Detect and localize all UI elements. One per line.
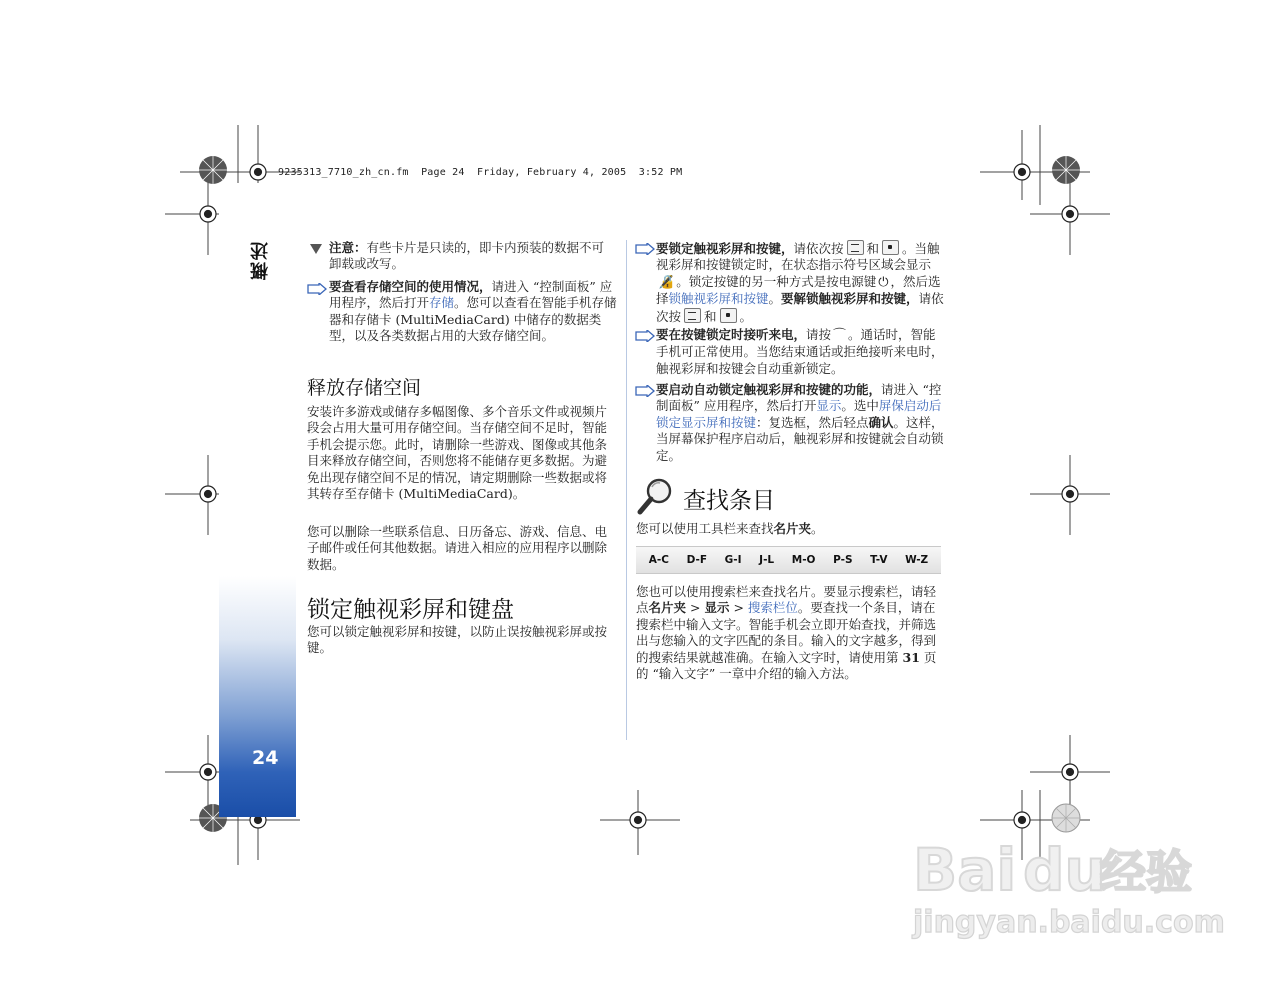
tip-autolock-t1: 请进入 “控制面板” 应用程序，然后打开 <box>656 382 942 414</box>
storage-link[interactable]: 存储 <box>429 295 455 311</box>
find-p-2: 。要查找一个条目，请在搜索栏中输入文字。智能手机会立即开始查找，并筛选出与您输入的文字匹配的条目。输入的文字越多，得到的搜索结果就越准确。在输入文字时，请使用第 <box>636 600 937 665</box>
find-p-3: 页的 “输入文字” 一章中介绍的输入方法。 <box>636 649 937 682</box>
tip-lock-t6: 请依次按 <box>656 291 944 324</box>
tip-storage-paragraph <box>329 279 617 345</box>
lock-status-icon: 🔏 <box>658 274 675 290</box>
alpha-tab[interactable]: M-O <box>791 554 816 566</box>
contacts-label: 名片夹 <box>773 521 812 536</box>
tip-lock-t3: 。锁定按键的另一种方式是按电源键 <box>676 273 877 289</box>
tip-lock-bold-2: 要解锁触视彩屏和按键， <box>781 291 919 307</box>
alpha-tab[interactable]: J-L <box>759 554 775 566</box>
tip-answer-t1: 请按 <box>806 327 832 342</box>
alpha-tab[interactable]: A-C <box>648 554 669 566</box>
tip-arrow-icon <box>635 385 655 397</box>
svg-text:经验: 经验 <box>1100 845 1192 899</box>
tip-arrow-icon <box>635 330 655 342</box>
heading-free-space: 释放存储空间 <box>307 377 422 399</box>
alpha-tab[interactable]: P-S <box>833 554 853 566</box>
tip-autolock-bold: 要启动自动锁定触视彩屏和按键的功能， <box>656 382 882 397</box>
tip-answer-t2: 。通话时，智能手机可正常使用。当您结束通话或拒绝接听来电时，触视彩屏和按键会自动重新锁定。 <box>656 327 944 376</box>
file-header: 9235313_7710_zh_cn.fm Page 24 Friday, February 4, 2005 3:52 PM <box>278 167 683 178</box>
end-call-key-icon: ⌒ <box>833 328 847 343</box>
find-intro-2: 。 <box>811 521 824 536</box>
column-divider <box>626 240 627 740</box>
path-sep: > <box>729 600 748 616</box>
search-field-link[interactable]: 搜索栏位 <box>747 600 798 616</box>
tip-lock-paragraph <box>656 240 946 325</box>
heading-find: 查找条目 <box>683 488 775 514</box>
section-title: 概述 <box>250 240 271 280</box>
note-text: 有些卡片是只读的，即卡内预装的数据不可卸载或改写。 <box>329 240 605 272</box>
watermark-url: jingyan.baidu.com <box>913 905 1225 940</box>
magnifier-icon <box>636 477 676 517</box>
alpha-tab[interactable]: G-I <box>724 554 742 566</box>
tip-answer-bold: 要在按键锁定时接听来电， <box>656 327 807 342</box>
contacts-menu: 名片夹 <box>648 600 687 616</box>
tip-arrow-icon <box>307 283 327 295</box>
tip-autolock-t4: 。这样，当屏幕保护程序启动后，触视彩屏和按键就会自动锁定。 <box>656 414 944 463</box>
tip-storage-text-2: 。您可以查看在智能手机存储器和存储卡 (MultiMediaCard) 中储存的数据类型，以及各类数据占用的大致存储空间。 <box>329 295 617 344</box>
free-space-para-1: 安装许多游戏或储存多幅图像、多个音乐文件或视频片段会占用大量可用存储空间。当存储空间不足时，智能手机会提示您。此时，请删除一些游戏、图像或其他条目来释放存储空间，否则您将不能储存更多数据。为避免出现存储空间不足的情况，请定期删除一些数据或将其转存至存储卡 (MultiMediaCard)。 <box>307 404 608 502</box>
tip-autolock-t2: 。选中 <box>841 398 879 414</box>
tip-lock-t5: 。 <box>768 291 782 307</box>
lock-screen-link[interactable]: 锁触视彩屏和按键 <box>668 291 769 307</box>
tip-storage-bold: 要查看存储空间的使用情况， <box>329 279 492 294</box>
path-sep: > <box>686 600 705 616</box>
view-menu: 显示 <box>704 600 730 616</box>
free-space-para-2: 您可以删除一些联系信息、日历备忘、游戏、信息、电子邮件或任何其他数据。请进入相应的应用程序以删除数据。 <box>307 524 608 572</box>
tip-answer-paragraph <box>656 327 946 377</box>
note-paragraph <box>329 240 609 273</box>
tip-lock-bold-1: 要锁定触视彩屏和按键， <box>656 241 794 256</box>
alpha-tab[interactable]: D-F <box>686 554 708 566</box>
baidu-watermark-logo <box>905 822 1235 952</box>
lock-para: 您可以锁定触视彩屏和按键，以防止误按触视彩屏或按键。 <box>307 624 608 656</box>
tip-storage-text-1: 请进入 “控制面板” 应用程序，然后打开 <box>329 279 613 311</box>
tip-autolock-paragraph <box>656 382 946 464</box>
tip-lock-t4: ，然后选择 <box>656 273 941 307</box>
menu-key-icon <box>684 308 701 323</box>
page-ref: 31 <box>902 649 920 665</box>
select-key-icon <box>882 240 899 255</box>
find-search-paragraph <box>636 584 941 682</box>
find-intro-1: 您可以使用工具栏来查找 <box>636 521 774 536</box>
select-key-icon <box>720 308 737 323</box>
tip-lock-t1: 请依次按 <box>793 241 844 256</box>
note-icon <box>310 244 322 254</box>
tip-lock-t7: 。 <box>739 308 753 324</box>
power-key-icon: ⏻ <box>878 274 889 290</box>
screensaver-lock-link[interactable]: 屏保启动后锁定显示屏和按键 <box>656 398 942 430</box>
note-label: 注意： <box>329 240 367 255</box>
tip-lock-t2: 。当触视彩屏和按键锁定时，在状态指示符号区域会显示 <box>656 241 940 273</box>
find-intro <box>636 521 941 537</box>
svg-text:Bai: Bai <box>913 836 1017 904</box>
find-p-1: 您也可以使用搜索栏来查找名片。要显示搜索栏，请轻点 <box>636 584 937 616</box>
tip-arrow-icon <box>635 243 655 255</box>
alpha-tab[interactable]: T-V <box>870 554 888 566</box>
menu-key-icon <box>847 240 864 255</box>
tip-autolock-t3: ：复选框，然后轻点 <box>756 414 869 430</box>
display-link[interactable]: 显示 <box>816 398 842 414</box>
tip-lock-and-2: 和 <box>704 308 717 324</box>
alphabet-toolbar <box>636 546 941 574</box>
confirm-label: 确认 <box>868 414 894 430</box>
tip-lock-and-1: 和 <box>866 241 880 256</box>
heading-lock: 锁定触视彩屏和键盘 <box>307 597 514 623</box>
svg-text:du: du <box>1023 836 1106 904</box>
page-number: 24 <box>252 747 279 769</box>
alpha-tab[interactable]: W-Z <box>905 554 929 566</box>
